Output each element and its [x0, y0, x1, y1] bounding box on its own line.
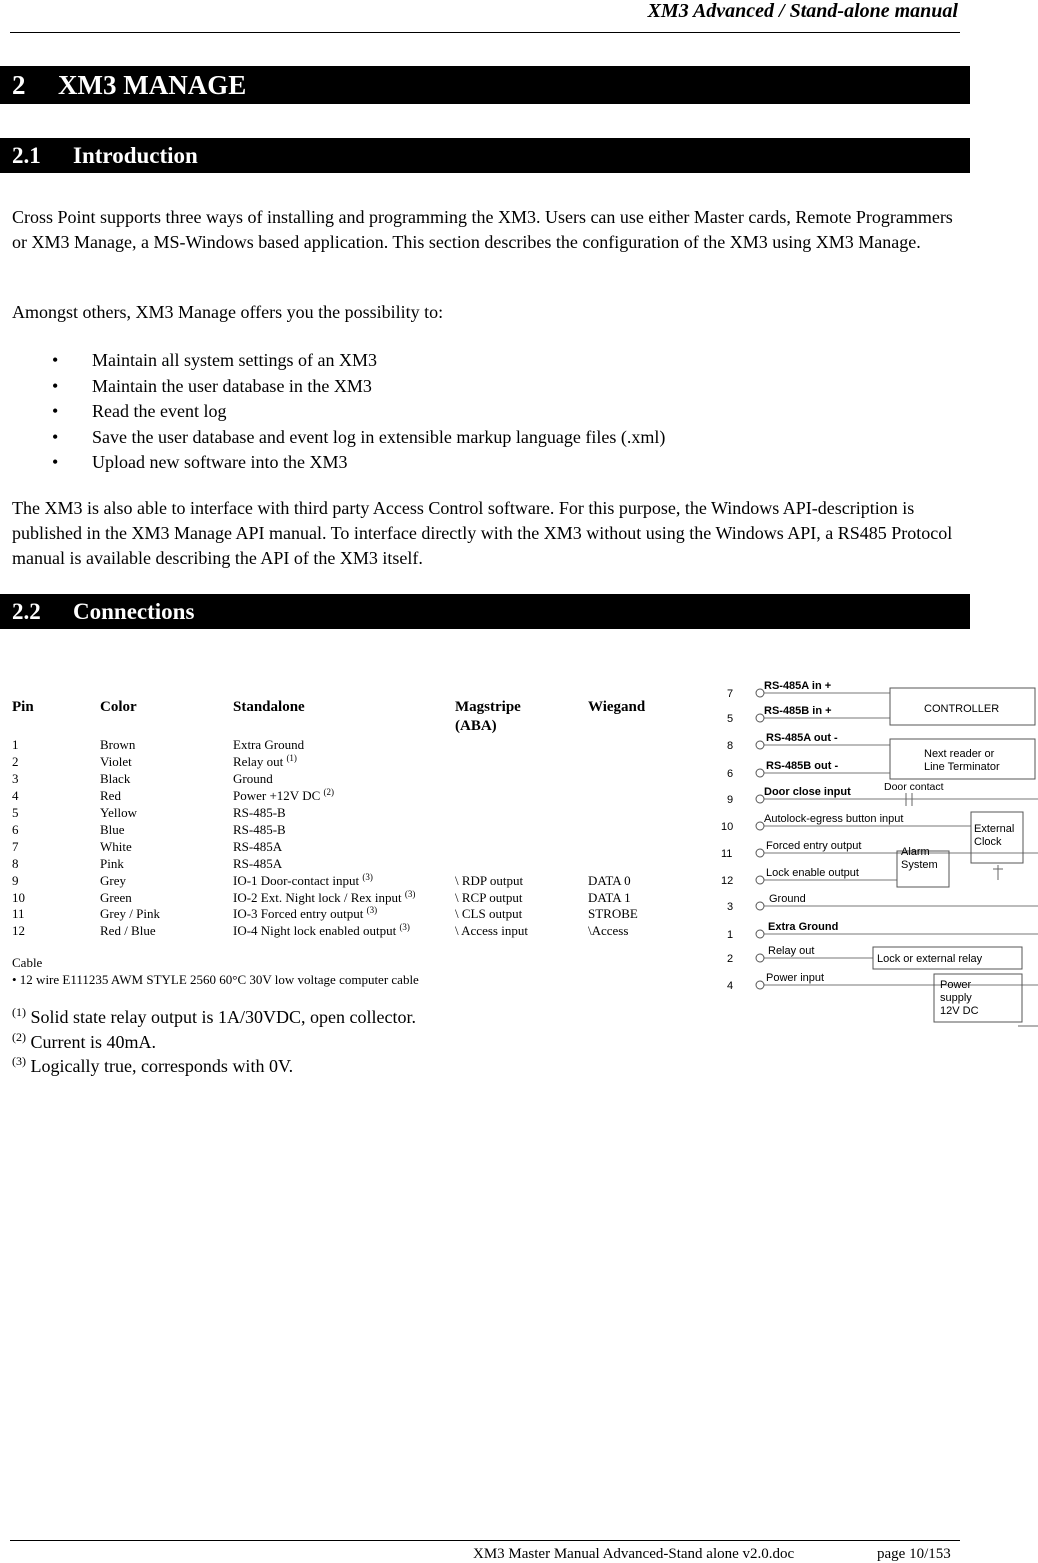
cell-magstripe: \ CLS output: [455, 906, 523, 921]
signal-label: Forced entry output: [766, 840, 862, 852]
lock-relay-label: Lock or external relay: [877, 953, 983, 965]
footnote-ref: (3): [366, 905, 378, 915]
cell-pin: 1: [12, 737, 19, 752]
table-row: [12, 736, 692, 753]
cell-standalone: RS-485-B: [233, 805, 286, 820]
possibilities-intro: Amongst others, XM3 Manage offers you the possibility to:: [12, 302, 444, 322]
cell-pin: 4: [12, 788, 19, 803]
wiring-diagram: [718, 668, 1038, 1033]
column-header-standalone: Standalone: [233, 699, 305, 715]
table-row: [12, 922, 692, 939]
cell-pin: 7: [12, 839, 19, 854]
cell-color: Black: [100, 771, 131, 786]
pin-number: 11: [721, 848, 733, 860]
pin-number: 2: [727, 953, 734, 965]
table-row: [12, 905, 692, 922]
table-row: [12, 872, 692, 889]
terminal-icon: [756, 954, 764, 962]
cell-standalone: Relay out $^{(1)}$: [233, 753, 297, 769]
cable-heading: Cable: [12, 955, 43, 970]
external-clock-label: External: [974, 823, 1015, 835]
footer-document-name: XM3 Master Manual Advanced-Stand alone v2.0.doc: [473, 1546, 795, 1562]
table-row: [12, 855, 692, 872]
pin-number: 1: [727, 929, 734, 941]
terminal-icon: [756, 822, 764, 830]
terminal-icon: [756, 795, 764, 803]
table-row: [12, 753, 692, 770]
list-item: • Save the user database and event log in extensible markup language files (.xml): [50, 425, 665, 451]
terminal-icon: [756, 902, 764, 910]
line-terminator-label: Line Terminator: [924, 761, 1000, 773]
cell-color: Red: [100, 788, 121, 803]
feature-list: [50, 348, 665, 476]
signal-label: RS-485B in +: [764, 705, 832, 717]
signal-label: RS-485A out -: [766, 732, 838, 744]
cell-color: White: [100, 839, 132, 854]
pin-number: 12: [721, 875, 734, 887]
column-header-pin: Pin: [12, 699, 34, 715]
section-2-2-heading: [0, 594, 970, 629]
cell-magstripe: \ Access input: [455, 923, 528, 938]
terminal-icon: [756, 741, 764, 749]
cell-pin: 8: [12, 856, 19, 871]
cell-wiegand: STROBE: [588, 906, 638, 921]
footnote-ref: (1): [286, 753, 297, 763]
signal-label: Ground: [769, 893, 806, 905]
clock-connector-icon: [993, 865, 1003, 880]
pin-number: 5: [727, 713, 734, 725]
section-title: XM3 MANAGE: [58, 70, 247, 100]
signal-label: Lock enable output: [766, 867, 859, 879]
cell-color: Red / Blue: [100, 923, 156, 938]
cell-pin: 12: [12, 923, 25, 938]
cell-pin: 3: [12, 771, 19, 786]
system-label: System: [901, 859, 938, 871]
column-header-magstripe: Magstripe (ABA): [455, 699, 521, 734]
supply-label: supply: [940, 992, 972, 1004]
footnote: $^{(3)}$ Logically true, corresponds with 0V.: [12, 1054, 294, 1076]
footer-divider: [10, 1540, 960, 1541]
table-row: [12, 889, 692, 906]
cell-pin: 2: [12, 754, 19, 769]
voltage-label: 12V DC: [940, 1005, 979, 1017]
running-header-title: XM3 Advanced / Stand-alone manual: [647, 0, 958, 22]
pin-number: 9: [727, 794, 734, 806]
pin-number: 8: [727, 740, 734, 752]
cell-color: Grey: [100, 873, 126, 888]
list-item: • Read the event log: [50, 399, 665, 425]
cell-standalone: RS-485A: [233, 856, 283, 871]
column-header-wiegand: Wiegand: [588, 699, 646, 715]
cell-standalone: IO-4 Night lock enabled output $^{(3)}$: [233, 922, 410, 938]
alarm-label: Alarm: [901, 846, 930, 858]
footnote-ref: (2): [323, 787, 335, 797]
signal-label: Power input: [766, 972, 825, 984]
section-title: Connections: [73, 599, 195, 624]
pin-number: 3: [727, 901, 734, 913]
pin-number: 10: [721, 821, 734, 833]
intro-paragraph: Cross Point supports three ways of installing and programming the XM3. Users can use either Master cards, Remote Programmers or XM3 Manage, a MS-Windows based application. This section describes the configuration of the XM3 using XM3 Manage.: [12, 207, 953, 252]
cell-standalone: RS-485-B: [233, 822, 286, 837]
signal-label: Door close input: [764, 786, 851, 798]
next-reader-label: Next reader or: [924, 748, 995, 760]
signal-label: Extra Ground: [768, 921, 839, 933]
table-row: [12, 821, 692, 838]
cell-color: Yellow: [100, 805, 137, 820]
table-row: [12, 838, 692, 855]
cable-spec: • 12 wire E111235 AWM STYLE 2560 60°C 30V low voltage computer cable: [12, 972, 419, 987]
cell-color: Pink: [100, 856, 124, 871]
pin-number: 6: [727, 768, 734, 780]
section-title: Introduction: [73, 143, 198, 168]
bullet-icon: •: [52, 350, 59, 370]
signal-label: RS-485B out -: [766, 760, 839, 772]
bullet-icon: •: [52, 452, 59, 472]
controller-label: CONTROLLER: [924, 703, 1000, 715]
table-row: [12, 787, 692, 804]
cell-pin: 5: [12, 805, 19, 820]
cell-color: Violet: [100, 754, 132, 769]
cell-color: Green: [100, 890, 132, 905]
cell-wiegand: \Access: [588, 923, 629, 938]
cell-color: Grey / Pink: [100, 906, 160, 921]
bullet-icon: •: [52, 401, 59, 421]
footnote-mark: (3): [12, 1054, 26, 1068]
bullet-icon: •: [52, 375, 59, 396]
signal-label: Relay out: [768, 945, 815, 957]
cell-standalone: IO-2 Ext. Night lock / Rex input $^{(3)}$: [233, 889, 416, 905]
pin-number: 7: [727, 688, 734, 700]
cell-magstripe: \ RCP output: [455, 890, 523, 905]
footnote-ref: (3): [399, 922, 410, 932]
cell-wiegand: DATA 1: [588, 890, 631, 905]
footnote: $^{(2)}$ Current is 40mA.: [12, 1030, 156, 1052]
section-2-heading: [0, 66, 970, 104]
clock-label: Clock: [974, 836, 1002, 848]
terminal-icon: [756, 930, 764, 938]
section-2-1-heading: [0, 138, 970, 173]
cell-standalone: Ground: [233, 771, 273, 786]
cell-pin: 10: [12, 890, 25, 905]
table-row: [12, 770, 692, 787]
footnote-mark: (2): [12, 1030, 26, 1044]
footnote-ref: (3): [404, 889, 416, 899]
list-item: • Upload new software into the XM3: [50, 450, 665, 476]
section-number: 2.2: [12, 599, 41, 624]
header-divider: [10, 32, 960, 33]
power-label: Power: [940, 979, 972, 991]
cell-standalone: IO-3 Forced entry output $^{(3)}$: [233, 905, 378, 921]
cell-standalone: Power +12V DC $^{(2)}$: [233, 787, 335, 803]
section-number: 2.1: [12, 143, 41, 168]
api-paragraph: The XM3 is also able to interface with third party Access Control software. For this purpose, the Windows API-description is published in the XM3 Manage API manual. To interface directly with the XM3 without using the Windows API, a RS485 Protocol manual is available describing the API of the XM3 itself.: [12, 498, 953, 568]
terminal-icon: [756, 689, 764, 697]
column-header-color: Color: [100, 699, 137, 715]
terminal-icon: [756, 849, 764, 857]
terminal-icon: [756, 769, 764, 777]
cell-magstripe: \ RDP output: [455, 873, 524, 888]
terminal-icon: [756, 876, 764, 884]
pin-number: 4: [727, 980, 734, 992]
door-contact-label: Door contact: [884, 781, 944, 793]
cell-standalone: RS-485A: [233, 839, 283, 854]
footnote-mark: (1): [12, 1005, 26, 1019]
terminal-icon: [756, 714, 764, 722]
cell-color: Blue: [100, 822, 125, 837]
list-item: • Maintain the user database in the XM3: [50, 374, 665, 400]
cell-standalone: IO-1 Door-contact input $^{(3)}$: [233, 872, 373, 888]
section-number: 2: [12, 70, 26, 100]
cell-wiegand: DATA 0: [588, 873, 631, 888]
table-row: [12, 804, 692, 821]
footnote-ref: (3): [362, 872, 373, 882]
list-item: • Maintain all system settings of an XM3: [50, 348, 665, 374]
signal-label: Autolock-egress button input: [764, 813, 904, 825]
footnote: $^{(1)}$ Solid state relay output is 1A/30VDC, open collector.: [12, 1005, 416, 1027]
bullet-icon: •: [52, 426, 59, 447]
cell-color: Brown: [100, 737, 136, 752]
signal-label: RS-485A in +: [764, 680, 832, 692]
terminal-icon: [756, 981, 764, 989]
cell-standalone: Extra Ground: [233, 737, 305, 752]
cell-pin: 6: [12, 822, 19, 837]
footer-page-number: page 10/153: [877, 1546, 951, 1562]
cell-pin: 11: [12, 906, 25, 921]
cell-pin: 9: [12, 873, 19, 888]
